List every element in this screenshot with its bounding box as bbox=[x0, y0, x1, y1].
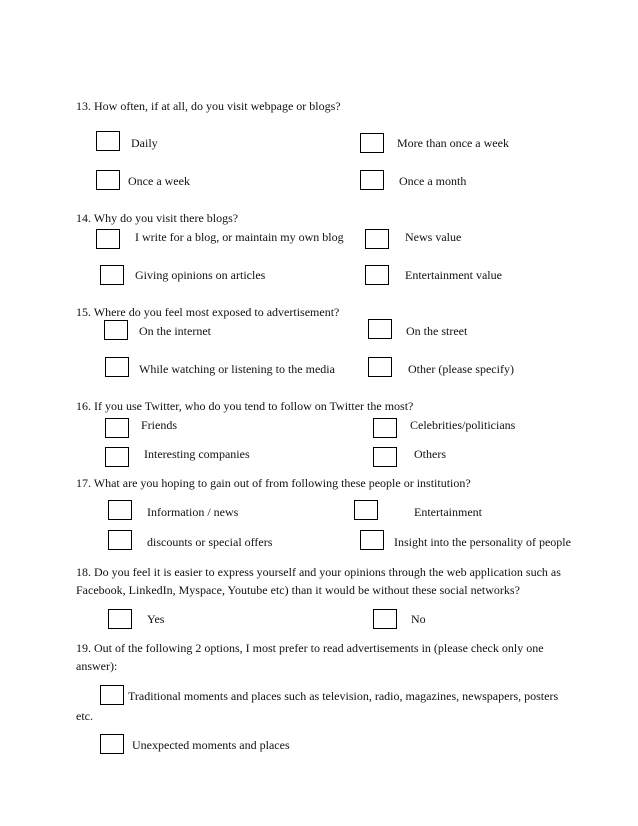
checkbox-on-the-internet[interactable] bbox=[104, 320, 128, 340]
checkbox-celebrities-politicians[interactable] bbox=[373, 418, 397, 438]
option-label-once-a-month: Once a month bbox=[399, 174, 467, 188]
checkbox-yes[interactable] bbox=[108, 609, 132, 629]
question-13-text: 13. How often, if at all, do you visit webpage or blogs? bbox=[76, 99, 341, 113]
checkbox-daily[interactable] bbox=[96, 131, 120, 151]
option-label-discounts-offers: discounts or special offers bbox=[147, 535, 273, 549]
option-label-entertainment-value: Entertainment value bbox=[405, 268, 502, 282]
option-label-friends: Friends bbox=[141, 418, 177, 432]
option-label-unexpected-moments: Unexpected moments and places bbox=[132, 738, 290, 752]
question-15-text: 15. Where do you feel most exposed to advertisement? bbox=[76, 305, 340, 319]
checkbox-entertainment[interactable] bbox=[354, 500, 378, 520]
option-label-watching-media: While watching or listening to the media bbox=[139, 362, 335, 376]
option-label-once-a-week: Once a week bbox=[128, 174, 190, 188]
checkbox-entertainment-value[interactable] bbox=[365, 265, 389, 285]
question-19-text-line1: 19. Out of the following 2 options, I most prefer to read advertisements in (please check only one bbox=[76, 641, 544, 655]
checkbox-once-a-week[interactable] bbox=[96, 170, 120, 190]
checkbox-write-for-blog[interactable] bbox=[96, 229, 120, 249]
checkbox-traditional-moments[interactable] bbox=[100, 685, 124, 705]
option-label-traditional-moments-line1: Traditional moments and places such as television, radio, magazines, newspapers, posters bbox=[128, 689, 559, 703]
checkbox-no[interactable] bbox=[373, 609, 397, 629]
option-label-celebrities-politicians: Celebrities/politicians bbox=[410, 418, 516, 432]
question-16-text: 16. If you use Twitter, who do you tend to follow on Twitter the most? bbox=[76, 399, 414, 413]
option-label-no: No bbox=[411, 612, 426, 626]
option-label-entertainment: Entertainment bbox=[414, 505, 482, 519]
option-label-traditional-moments-line2: etc. bbox=[76, 709, 93, 723]
option-label-on-the-internet: On the internet bbox=[139, 324, 211, 338]
checkbox-discounts-offers[interactable] bbox=[108, 530, 132, 550]
checkbox-insight-personality[interactable] bbox=[360, 530, 384, 550]
question-14-text: 14. Why do you visit there blogs? bbox=[76, 211, 239, 225]
checkbox-on-the-street[interactable] bbox=[368, 319, 392, 339]
checkbox-unexpected-moments[interactable] bbox=[100, 734, 124, 754]
question-17-text: 17. What are you hoping to gain out of from following these people or institution? bbox=[76, 476, 471, 490]
checkbox-watching-media[interactable] bbox=[105, 357, 129, 377]
option-label-giving-opinions: Giving opinions on articles bbox=[135, 268, 266, 282]
option-label-insight-personality: Insight into the personality of people bbox=[394, 535, 571, 549]
option-label-on-the-street: On the street bbox=[406, 324, 468, 338]
question-18-text-line1: 18. Do you feel it is easier to express yourself and your opinions through the web application such as bbox=[76, 565, 561, 579]
checkbox-news-value[interactable] bbox=[365, 229, 389, 249]
checkbox-giving-opinions[interactable] bbox=[100, 265, 124, 285]
checkbox-more-than-once-a-week[interactable] bbox=[360, 133, 384, 153]
option-label-daily: Daily bbox=[131, 136, 158, 150]
option-label-information-news: Information / news bbox=[147, 505, 239, 519]
checkbox-information-news[interactable] bbox=[108, 500, 132, 520]
checkbox-others[interactable] bbox=[373, 447, 397, 467]
option-label-interesting-companies: Interesting companies bbox=[144, 447, 250, 461]
option-label-write-for-blog: I write for a blog, or maintain my own blog bbox=[135, 230, 344, 244]
option-label-others: Others bbox=[414, 447, 446, 461]
checkbox-once-a-month[interactable] bbox=[360, 170, 384, 190]
checkbox-other-specify[interactable] bbox=[368, 357, 392, 377]
checkbox-interesting-companies[interactable] bbox=[105, 447, 129, 467]
question-19-text-line2: answer): bbox=[76, 659, 118, 673]
option-label-news-value: News value bbox=[405, 230, 462, 244]
option-label-other-specify: Other (please specify) bbox=[408, 362, 514, 376]
option-label-yes: Yes bbox=[147, 612, 165, 626]
option-label-more-than-once-a-week: More than once a week bbox=[397, 136, 509, 150]
checkbox-friends[interactable] bbox=[105, 418, 129, 438]
question-18-text-line2: Facebook, LinkedIn, Myspace, Youtube etc) than it would be without these social networks? bbox=[76, 583, 520, 597]
